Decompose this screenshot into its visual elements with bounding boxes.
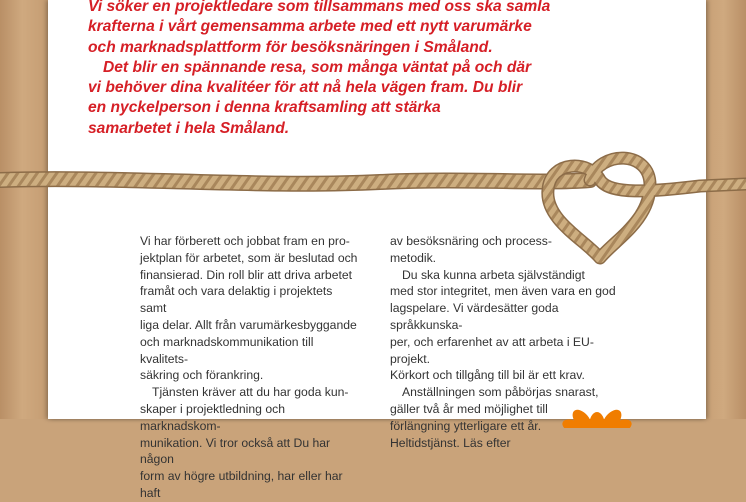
body-line: lagspelare. Vi värdesätter goda språkkunska- (390, 301, 559, 332)
body-line: med stor integritet, men även vara en god (390, 284, 616, 299)
body-line: och marknadskommunikation till kvalitets- (140, 334, 314, 366)
body-line: av besöksnäring och process- (390, 234, 552, 248)
body-line: säkring och förankring. (140, 368, 264, 383)
body-column-1 (140, 233, 362, 502)
lead-text (88, 0, 648, 139)
lead-line: Vi söker en projektledare som tillsammans med oss ska samla (88, 0, 551, 15)
lead-line: samarbetet i hela Småland. (88, 119, 290, 137)
lead-paragraph-2 (88, 58, 648, 139)
body-line: Anställningen som påbörjas snarast, (402, 385, 599, 400)
lead-line: vi behöver dina kvalitéer för att nå hela vägen fram. Du blir (88, 79, 523, 97)
sun-logo-icon (560, 388, 634, 428)
body-line: Heltidstjänst. Läs efter (390, 435, 511, 450)
body-line: metodik. (390, 250, 437, 265)
lead-paragraph-1 (88, 0, 648, 58)
body-line: form av högre utbildning, har eller har haft (140, 469, 343, 500)
body-line: Körkort och tillgång till bil är ett krav. (390, 368, 585, 383)
lead-line: Det blir en spännande resa, som många väntat på och där (103, 58, 532, 76)
lead-line: och marknadsplattform för besöksnäringen i Småland. (88, 38, 493, 56)
body-line: Vi har förberett och jobbat fram en pro- (140, 234, 350, 248)
body-line: skaper i projektledning och marknadskom- (140, 401, 285, 433)
body-line: förlängning ytterligare ett år. (390, 418, 542, 433)
lead-line: en nyckelperson i denna kraftsamling att stärka (88, 99, 441, 117)
body-line: jektplan för arbetet, som är beslutad och (140, 250, 358, 265)
body-line: liga delar. Allt från varumärkesbyggande (140, 317, 357, 332)
body-line: per, och erfarenhet av att arbeta i EU-projekt. (390, 334, 594, 366)
body-line: Tjänsten kräver att du har goda kun- (152, 385, 349, 400)
body-line: finansierad. Din roll blir att driva arbetet (140, 267, 353, 282)
lead-line: krafterna i vårt gemensamma arbete med ett nytt varumärke (88, 18, 532, 36)
rope-heart-icon (0, 140, 746, 280)
body-line: Du ska kunna arbeta självständigt (402, 267, 585, 282)
body-line: framåt och vara delaktig i projektets samt (140, 284, 333, 316)
body-line: gäller två år med möjlighet till (390, 401, 548, 416)
body-line: munikation. Vi tror också att Du har någon (140, 435, 331, 467)
